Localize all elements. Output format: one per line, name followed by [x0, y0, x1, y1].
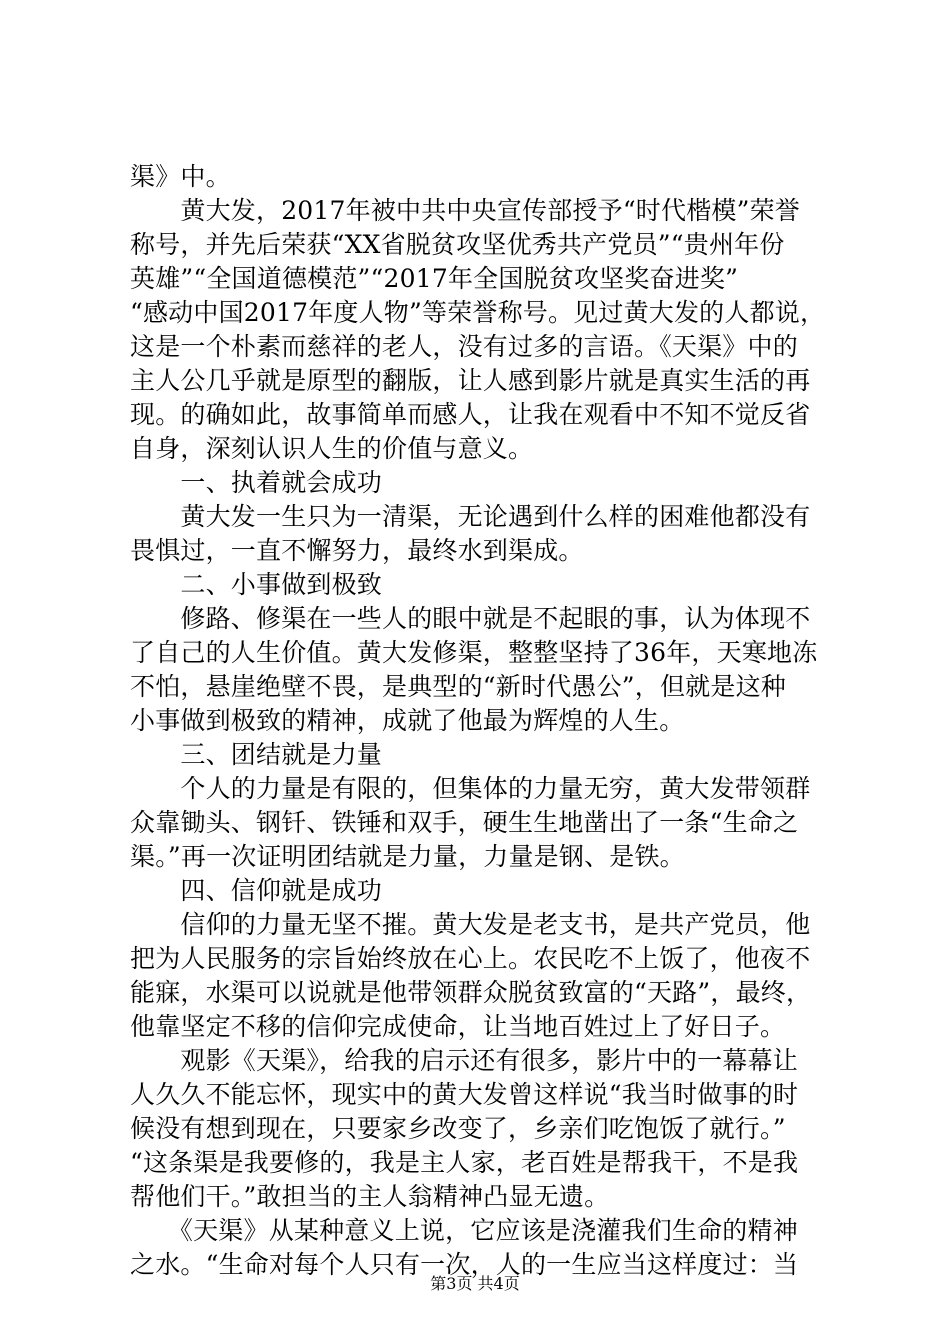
text-line: 把为人民服务的宗旨始终放在心上。农民吃不上饭了，他夜不 [130, 944, 811, 973]
text-line: 观影《天渠》，给我的启示还有很多，影片中的一幕幕让 [130, 1046, 798, 1075]
section-heading: 四、信仰就是成功 [130, 876, 383, 905]
text-line: 黄大发，2017年被中共中央宣传部授予“时代楷模”荣誉 [130, 196, 800, 225]
text-line: 之水。“生命对每个人只有一次，人的一生应当这样度过：当 [130, 1250, 799, 1279]
text-line: 黄大发一生只为一清渠，无论遇到什么样的困难他都没有 [130, 502, 811, 531]
text-line: “感动中国2017年度人物”等荣誉称号。见过黄大发的人都说， [130, 298, 826, 327]
text-line: 自身，深刻认识人生的价值与意义。 [130, 434, 534, 463]
text-line: 人久久不能忘怀，现实中的黄大发曾这样说“我当时做事的时 [130, 1080, 799, 1109]
text-line: 现。的确如此，故事简单而感人，让我在观看中不知不觉反省 [130, 400, 811, 429]
text-line: 《天渠》从某种意义上说，它应该是浇灌我们生命的精神 [130, 1216, 798, 1245]
text-line: 个人的力量是有限的，但集体的力量无穷，黄大发带领群 [130, 774, 811, 803]
text-line: “这条渠是我要修的，我是主人家，老百姓是帮我干，不是我 [130, 1148, 799, 1177]
text-line: 这是一个朴素而慈祥的老人，没有过多的言语。《天渠》中的 [130, 332, 798, 361]
text-line: 帮他们干。”敢担当的主人翁精神凸显无遗。 [130, 1182, 610, 1211]
text-line: 渠》中。 [130, 162, 231, 191]
text-line: 不怕，悬崖绝壁不畏，是典型的“新时代愚公”，但就是这种 [130, 672, 786, 701]
text-line: 众靠锄头、钢钎、铁锤和双手，硬生生地凿出了一条“生命之 [130, 808, 799, 837]
text-line: 信仰的力量无坚不摧。黄大发是老支书，是共产党员，他 [130, 910, 811, 939]
page-number-label: 第3页 共4页 [430, 1274, 520, 1293]
text-line: 能寐，水渠可以说就是他带领群众脱贫致富的“天路”，最终， [130, 978, 812, 1007]
body-text [130, 160, 830, 1282]
section-heading: 三、团结就是力量 [130, 740, 383, 769]
text-line: 他靠坚定不移的信仰完成使命，让当地百姓过上了好日子。 [130, 1012, 786, 1041]
text-line: 小事做到极致的精神，成就了他最为辉煌的人生。 [130, 706, 685, 735]
text-line: 修路、修渠在一些人的眼中就是不起眼的事，认为体现不 [130, 604, 811, 633]
text-line: 了自己的人生价值。黄大发修渠，整整坚持了36年，天寒地冻 [130, 638, 818, 667]
text-line: 候没有想到现在，只要家乡改变了，乡亲们吃饱饭了就行。” [130, 1114, 786, 1143]
text-line: 畏惧过，一直不懈努力，最终水到渠成。 [130, 536, 584, 565]
text-line: 称号，并先后荣获“XX省脱贫攻坚优秀共产党员”“贵州年份 [130, 230, 785, 259]
text-line: 主人公几乎就是原型的翻版，让人感到影片就是真实生活的再 [130, 366, 811, 395]
text-line: 渠。”再一次证明团结就是力量，力量是钢、是铁。 [130, 842, 685, 871]
section-heading: 二、小事做到极致 [130, 570, 383, 599]
page-footer [0, 1274, 950, 1294]
section-heading: 一、执着就会成功 [130, 468, 383, 497]
text-line: 英雄”“全国道德模范”“2017年全国脱贫攻坚奖奋进奖” [130, 264, 739, 293]
